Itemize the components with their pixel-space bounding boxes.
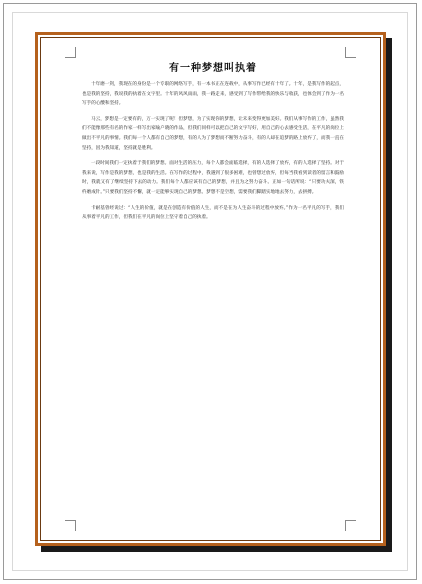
document-title: 有一种梦想叫执着 bbox=[169, 63, 257, 74]
paragraph-2: 马云，梦想是一定要有的，万一实现了呢！但梦想，为了实现你的梦想，让未来变得更加美好。我们从事写作的工作，虽然我们不能像那些有名的作家一样写出家喻户晓的作品，但我们同样可以把自己的文字写好，用自己的心去感受生活，在平凡的岗位上做出不平凡的事情。我们每一个人都有自己的梦想，有的人为了梦想而不断努力奋斗，有的人却在追梦的路上放弃了，而我一直在坚持，因为我知道，坚持就是胜利。 bbox=[82, 116, 344, 151]
paragraph-4: 卡耐基曾经说过：“人生的价值，就是在创造有价值的人生，而不是在为人生奋斗的过程中放弃。”作为一名平凡的写手，我们从事着平凡的工作，但我们在平凡的岗位上坚守着自己的执着。 bbox=[82, 205, 344, 221]
crop-mark-bottom-right-icon bbox=[345, 520, 356, 531]
document-page bbox=[35, 32, 386, 546]
crop-mark-top-left-icon bbox=[65, 47, 76, 58]
document-body bbox=[82, 59, 344, 229]
crop-mark-top-right-icon bbox=[345, 47, 356, 58]
paragraph-3: 一段时间我们一定执着于我们的梦想。面对生活的压力，每个人都会面临选择，有的人选择了放弃，有的人选择了坚持。对于我来说，写作是我的梦想，也是我的生活。在写作的过程中，我遇到了很多困难，也曾想过放弃，但每当我看到读者的留言和鼓励时，我就又有了继续坚持下去的动力。我们每个人都应该有自己的梦想，并且为之努力奋斗。正如一句话所说：“只要功夫深，铁杵磨成针。”只要我们坚持不懈，就一定能够实现自己的梦想。梦想不是空想，需要我们脚踏实地地去努力，去拼搏。 bbox=[82, 161, 344, 195]
paragraph-1: 十年磨一剑，我现在的身份是一个专职的网络写手，有一本书正在连载中，从事写作已经有十年了。十年，是我写作的起点，也是我的坚持，我说我的执着在文字里。十年的风风雨雨，我一路走来，感受到了写作带给我的快乐与收获，也体会到了作为一名写手的心酸和坚持。 bbox=[82, 82, 344, 107]
crop-mark-bottom-left-icon bbox=[65, 520, 76, 531]
